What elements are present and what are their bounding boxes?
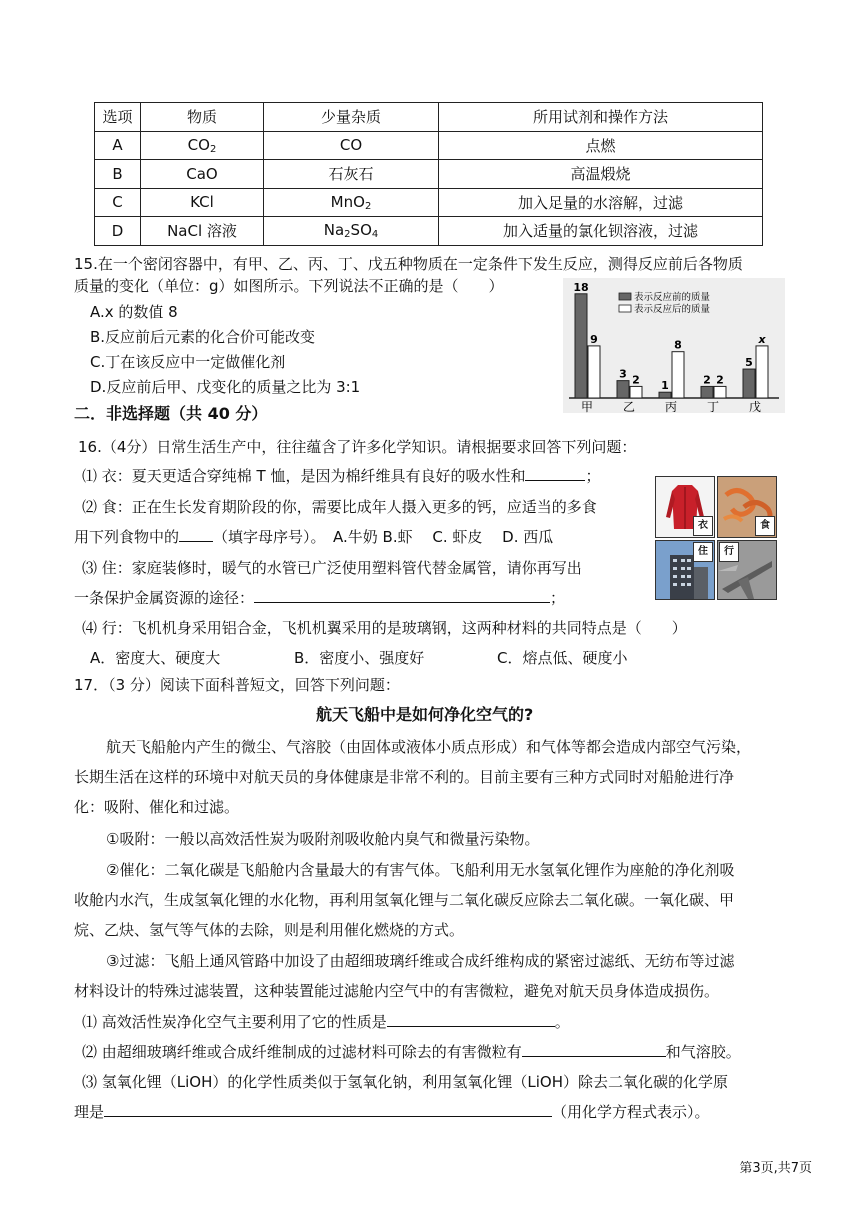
q17-part3-line1: ⑶ 氢氧化锂（LiOH）的化学性质类似于氢氧化钠，利用氢氧化锂（LiOH）除去二氧化碳的化学原: [82, 1073, 728, 1091]
bar-value-label: 9: [590, 332, 598, 346]
legend-swatch-before: [619, 293, 631, 300]
bar-before-丙: [659, 392, 671, 398]
bar-before-甲: [575, 294, 587, 398]
article-para4-line2: 材料设计的特殊过滤装置，这种装置能过滤舱内空气中的有害微粒，避免对航天员身体造成损伤。: [74, 982, 720, 1000]
table-row: [95, 131, 763, 160]
photo-tag: 住: [693, 542, 713, 562]
bar-value-label: x: [758, 332, 766, 346]
article-para3-line1: ②催化：二氧化碳是飞船舱内含量最大的有害气体。飞船利用无水氢氧化锂作为座舱的净化剂吸: [106, 861, 735, 879]
q15-option-a: A.x 的数值 8: [90, 303, 178, 321]
answer-blank[interactable]: [104, 1102, 552, 1117]
cell-substance: NaCl 溶液: [141, 217, 264, 246]
bar-before-丁: [701, 386, 713, 398]
article-para3-line3: 烷、乙炔、氢气等气体的去除，则是利用催化燃烧的方式。: [74, 921, 465, 939]
food-photo: [717, 476, 777, 538]
legend-swatch-after: [619, 305, 631, 312]
article-para1-line3: 化：吸附、催化和过滤。: [74, 798, 240, 816]
transport-photo: [717, 540, 777, 600]
bar-value-label: 1: [661, 379, 669, 393]
mass-change-bar-chart: [563, 278, 785, 413]
answer-blank[interactable]: [254, 588, 550, 603]
q17-part3-line2: 理是 （用化学方程式表示）。: [74, 1103, 710, 1121]
header-substance: 物质: [141, 103, 264, 132]
bar-after-甲: [588, 346, 600, 398]
table-row: [95, 160, 763, 189]
cell-method: 加入足量的水溶解，过滤: [439, 188, 763, 217]
q16-part4-option-c: C．熔点低、硬度小: [497, 649, 628, 667]
photo-tag: 食: [755, 516, 775, 536]
q16-part4-option-a: A．密度大、硬度大: [90, 649, 221, 667]
article-para1-line1: 航天飞船舱内产生的微尘、气溶胶（由固体或液体小质点形成）和气体等都会造成内部空气污染，: [106, 738, 752, 756]
article-para2: ①吸附：一般以高效活性炭为吸附剂吸收舱内臭气和微量污染物。: [106, 830, 540, 848]
clothing-photo: [655, 476, 715, 538]
photo-tag: 衣: [693, 516, 713, 536]
bar-value-label: 18: [573, 280, 589, 294]
q15-option-b: B.反应前后元素的化合价可能改变: [90, 328, 316, 346]
legend-label-after: 表示反应后的质量: [634, 304, 711, 315]
bar-after-丙: [672, 352, 684, 398]
category-label: 丁: [706, 400, 720, 413]
category-label: 戊: [748, 400, 762, 413]
q17-stem: 17．（3 分）阅读下面科普短文，回答下列问题：: [74, 676, 400, 694]
bar-after-丁: [714, 386, 726, 398]
article-title: 航天飞船中是如何净化空气的?: [316, 705, 534, 724]
cell-method: 高温煅烧: [439, 160, 763, 189]
category-label: 乙: [622, 400, 636, 413]
bar-value-label: 5: [745, 356, 753, 370]
table-row: [95, 188, 763, 217]
header-method: 所用试剂和操作方法: [439, 103, 763, 132]
section-title: 二．非选择题（共 40 分）: [74, 404, 268, 423]
answer-blank[interactable]: [522, 1042, 666, 1057]
housing-photo: [655, 540, 715, 600]
bar-before-戊: [743, 369, 755, 398]
category-label: 甲: [580, 400, 594, 413]
bar-after-乙: [630, 386, 642, 398]
cell-substance: CaO: [141, 160, 264, 189]
answer-blank[interactable]: [525, 466, 585, 481]
cell-option: D: [95, 217, 141, 246]
cell-substance: $CO_2$: [141, 131, 264, 160]
q15-stem-line1: 15.在一个密闭容器中，有甲、乙、丙、丁、戊五种物质在一定条件下发生反应，测得反应前后各物质: [74, 255, 743, 273]
cell-impurity: CO: [264, 131, 439, 160]
cell-impurity: MnO$_2$: [264, 188, 439, 217]
answer-blank[interactable]: [179, 527, 213, 542]
cell-impurity: $Na_2SO_4$: [264, 217, 439, 246]
q17-part2: ⑵ 由超细玻璃纤维或合成纤维制成的过滤材料可除去的有害微粒有 和气溶胶。: [82, 1043, 741, 1061]
legend-label-before: 表示反应前的质量: [634, 292, 711, 303]
q15-option-c: C.丁在该反应中一定做催化剂: [90, 353, 286, 371]
q16-part3-line1: ⑶ 住：家庭装修时，暖气的水管已广泛使用塑料管代替金属管，请你再写出: [82, 559, 582, 577]
cell-option: B: [95, 160, 141, 189]
cell-method: 点燃: [439, 131, 763, 160]
q16-part4: ⑷ 行：飞机机身采用铝合金，飞机机翼采用的是玻璃钢，这两种材料的共同特点是（ ）: [82, 619, 687, 637]
article-para1-line2: 长期生活在这样的环境中对航天员的身体健康是非常不利的。目前主要有三种方式同时对船舱进行净: [74, 768, 735, 786]
q16-part2-line2: 用下列食物中的 （填字母序号）。 A.牛奶 B.虾 C. 虾皮 D. 西瓜: [74, 528, 554, 546]
cell-substance: KCl: [141, 188, 264, 217]
photo-tag: 行: [719, 542, 739, 562]
header-impurity: 少量杂质: [264, 103, 439, 132]
article-para4-line1: ③过滤：飞船上通风管路中加设了由超细玻璃纤维或合成纤维构成的紧密过滤纸、无纺布等过滤: [106, 952, 735, 970]
q15-option-d: D.反应前后甲、戊变化的质量之比为 3:1: [90, 378, 361, 396]
q17-part1: ⑴ 高效活性炭净化空气主要利用了它的性质是 。: [82, 1013, 570, 1031]
bar-before-乙: [617, 381, 629, 398]
header-option: 选项: [95, 103, 141, 132]
bar-after-戊: [756, 346, 768, 398]
table-header-row: [95, 103, 763, 132]
cell-option: C: [95, 188, 141, 217]
bar-value-label: 8: [674, 338, 682, 352]
q16-stem: 16.（4分）日常生活生产中，往往蕴含了许多化学知识。请根据要求回答下列问题：: [78, 438, 637, 456]
q15-stem-line2: 质量的变化（单位：g）如图所示。下列说法不正确的是（ ）: [74, 277, 504, 295]
answer-blank[interactable]: [387, 1012, 555, 1027]
bar-value-label: 3: [619, 367, 627, 381]
q16-part1: ⑴ 衣：夏天更适合穿纯棉 T 恤，是因为棉纤维具有良好的吸水性和 ；: [82, 467, 601, 485]
cell-method: 加入适量的氯化钡溶液，过滤: [439, 217, 763, 246]
options-table: [94, 102, 763, 246]
article-para3-line2: 收舱内水汽，生成氢氧化锂的水化物，再利用氢氧化锂与二氧化碳反应除去二氧化碳。一氧化碳、甲: [74, 891, 735, 909]
category-label: 丙: [664, 400, 678, 413]
cell-option: A: [95, 131, 141, 160]
q16-part2-line1: ⑵ 食：正在生长发育期阶段的你，需要比成年人摄入更多的钙，应适当的多食: [82, 498, 597, 516]
table-row: [95, 217, 763, 246]
cell-impurity: 石灰石: [264, 160, 439, 189]
bar-value-label: 2: [703, 373, 711, 387]
q16-part4-option-b: B．密度小、强度好: [294, 649, 425, 667]
page-footer: 第3页,共7页: [739, 1161, 812, 1176]
bar-value-label: 2: [716, 373, 724, 387]
bar-value-label: 2: [632, 373, 640, 387]
q16-part3-line2: 一条保护金属资源的途径： ；: [74, 589, 566, 607]
